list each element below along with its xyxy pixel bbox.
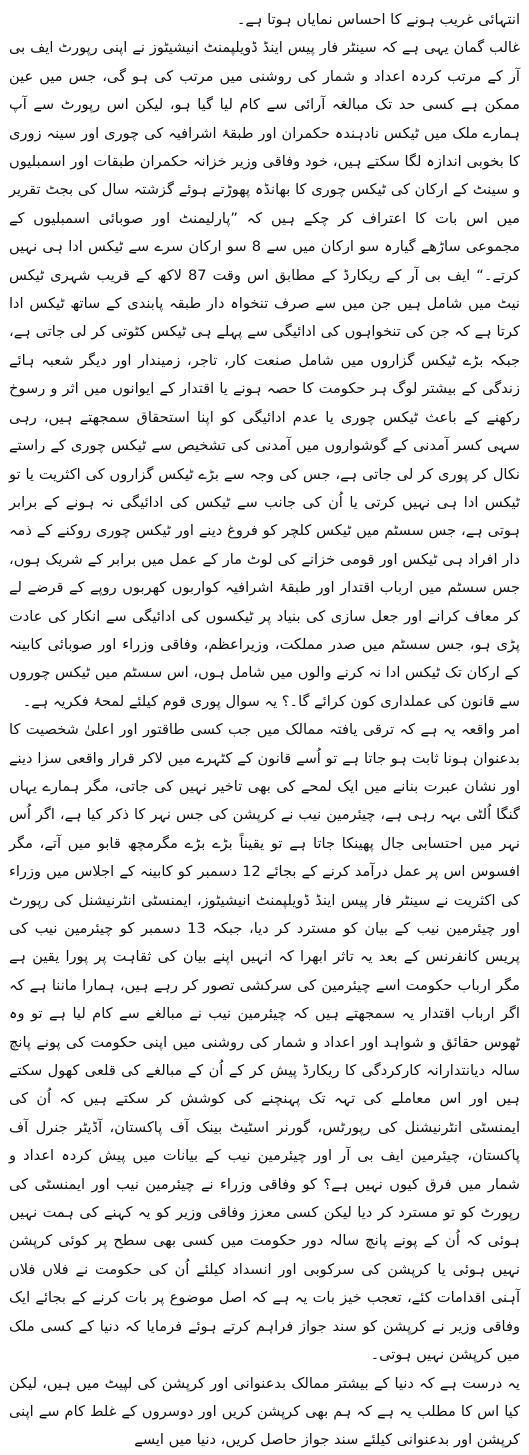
article-paragraph: یہ درست ہے کہ دنیا کے بیشتر ممالک بدعنوانی اور کرپشن کی لپیٹ میں ہیں، لیکن کیا اس کا مطلب یہ ہے کہ ہم بھی کرپشن کریں اور دوسروں کے غلط کام سے اپنی کرپشن اور بدعنوانی کیلئے سند جواز حاصل کریں، دنیا میں ایسے: [9, 1374, 520, 1449]
article-paragraph: امر واقعہ یہ ہے کہ ترقی یافتہ ممالک میں جب کسی طاقتور اور اعلیٰ شخصیت کا بدعنوان ہونا ثابت ہو جاتا ہے تو اُسے قانون کے کٹہرے میں لاکر قرار واقعی سزا دینے اور نشان عبرت بنانے میں ایک لمحے کی بھی تاخیر نہیں کی جاتی، مگر ہمارے یہاں گنگا اُلٹی بہہ رہی ہے، چیئرمین نیب نے کرپشن کی جس نہر کا ذکر کیا ہے، اگر اُس نہر میں احتسابی جال پھینکا جاتا ہے تو یقیناً بڑے بڑے مگرمچھ قابو میں آتے، مگر افسوس اس پر عمل درآمد کرنے کے بجائے 12 دسمبر کو کابینہ کے اجلاس میں وزراء کی اکثریت نے سینٹر فار پیس اینڈ ڈویلپمنٹ انیشیٹوز، ایمنسٹی انٹرنیشنل کی رپورٹ اور چیئرمین نیب کے بیان کو مسترد کر دیا، جبکہ 13 دسمبر کو چیئرمین نیب کی پریس کانفرنس کے بعد یہ تاثر ابھرا کہ انہیں اپنے بیان کی ثقاہت پر پورا یقین ہے مگر ارباب حکومت اسے چیئرمین کی سرکشی تصور کر رہے ہیں، ہمارا ماننا ہے کہ اگر ارباب اقتدار یہ سمجھتے ہیں کہ چیئرمین نیب نے مبالغے سے کام لیا ہے تو وہ ٹھوس حقائق و شواہد اور اعداد و شمار کی روشنی میں اپنی حکومت کی پونے پانچ سالہ دیانتدارانہ کارکردگی کا ریکارڈ پیش کر کے اُن کے مبالغے کی قلعی کھول سکتے ہیں اور اس معاملے کی تہہ تک پہنچنے کی کوشش کر سکتے ہیں کہ اُن کی ایمنسٹی انٹرنیشنل کی رپورٹس، گورنر اسٹیٹ بینک آف پاکستان، آڈیٹر جنرل آف پاکستان، چیئرمین ایف بی آر اور چیئرمین نیب کے بیانات میں پیش کردہ اعداد و شمار میں فرق کیوں نہیں ہے؟ کو وفاقی وزراء نے چیئرمین نیب اور ایمنسٹی کی رپورٹ کو تو مسترد کر دیا لیکن کسی معزز وفاقی وزیر کو یہ کہنے کی ہمت نہیں ہوئی کہ اُن کے پونے پانچ سالہ دور حکومت میں کسی بھی سطح پر کوئی کرپشن نہیں ہوئی یا کرپشن کی سرکوبی اور انسداد کیلئے اُن کی حکومت نے فلاں فلاں آہنی اقدامات کئے، تعجب خیز بات یہ ہے کہ اصل موضوع پر بات کرنے کے بجائے ایک وفاقی وزیر نے کرپشن کو سند جواز فراہم کرتے ہوئے فرمایا کہ دنیا کے کسی ملک میں کرپشن نہیں ہوتی۔: [9, 721, 520, 1364]
article-paragraph: انتہائی غریب ہونے کا احساس نمایاں ہوتا ہے۔: [236, 11, 520, 28]
article-paragraph: غالب گمان یہی ہے کہ سینٹر فار پیس اینڈ ڈویلپمنٹ انیشیٹوز نے اپنی رپورٹ ایف بی آر کے مرتب کردہ اعداد و شمار کی روشنی میں مرتب کی ہو گی، جس میں عین ممکن ہے کسی حد تک مبالغہ آرائی سے کام لیا گیا ہو، لیکن اس رپورٹ سے آپ ہمارے ملک میں ٹیکس نادہندہ حکمران اور طبقۂ اشرافیہ کی چوری اور سینہ زوری کا بخوبی اندازہ لگا سکتے ہیں، خود وفاقی وزیر خزانہ حکمران طبقات اور اسمبلیوں و سینٹ کے ارکان کی ٹیکس چوری کا بھانڈہ پھوڑتے ہوئے گزشتہ سال کی بجٹ تقریر میں اس بات کا اعتراف کر چکے ہیں کہ ”پارلیمنٹ اور صوبائی اسمبلیوں کے مجموعی ساڑھے گیارہ سو ارکان میں سے 8 سو ارکان سرے سے ٹیکس ادا ہی نہیں کرتے۔“ ایف بی آر کے ریکارڈ کے مطابق اس وقت 87 لاکھ کے قریب شہری ٹیکس نیٹ میں شامل ہیں جن میں سے صرف تنخواہ دار طبقہ پابندی کے ساتھ ٹیکس ادا کرتا ہے کہ جن کی تنخواہوں کی ادائیگی سے پہلے ہی ٹیکس کٹوتی کر لی جاتی ہے، جبکہ بڑے ٹیکس گزاروں میں شامل صنعت کار، تاجر، زمیندار اور دیگر شعبہ ہائے زندگی کے بیشتر لوگ ہر حکومت کا حصہ ہونے یا اقتدار کے ایوانوں میں اثر و رسوخ رکھنے کے باعث ٹیکس چوری یا عدم ادائیگی کو اپنا استحقاق سمجھتے ہیں، رہی سہی کسر آمدنی کے گوشواروں میں آمدنی کی تشخیص سے ٹیکس چوری کے راستے نکال کر پوری کر لی جاتی ہے، جس کی وجہ سے بڑے ٹیکس گزاروں کی اکثریت یا تو ٹیکس ادا ہی نہیں کرتی یا اُن کی جانب سے ٹیکس کی ادائیگی نہ ہونے کے برابر ہوتی ہے، جس سسٹم میں ٹیکس کلچر کو فروغ دینے اور ٹیکس چوری روکنے کے ذمہ دار افراد ہی ٹیکس اور قومی خزانے کی لوٹ مار کے عمل میں برابر کے شریک ہوں، جس سسٹم میں ارباب اقتدار اور طبقۂ اشرافیہ کواربوں کھربوں روپے کے قرضے لے کر معاف کرانے اور جعل سازی کی بنیاد پر ٹیکسوں کی ادائیگی سے انکار کی عادت پڑی ہو، جس سسٹم میں صدر مملکت، وزیراعظم، وفاقی وزراء اور صوبائی کابینہ کے ارکان تک ٹیکس ادا نہ کرنے والوں میں شامل ہوں، اس سسٹم میں ٹیکس چوروں سے قانون کی عملداری کون کرائے گا۔؟ یہ سوال پوری قوم کیلئے لمحۂ فکریہ ہے۔: [9, 39, 520, 710]
